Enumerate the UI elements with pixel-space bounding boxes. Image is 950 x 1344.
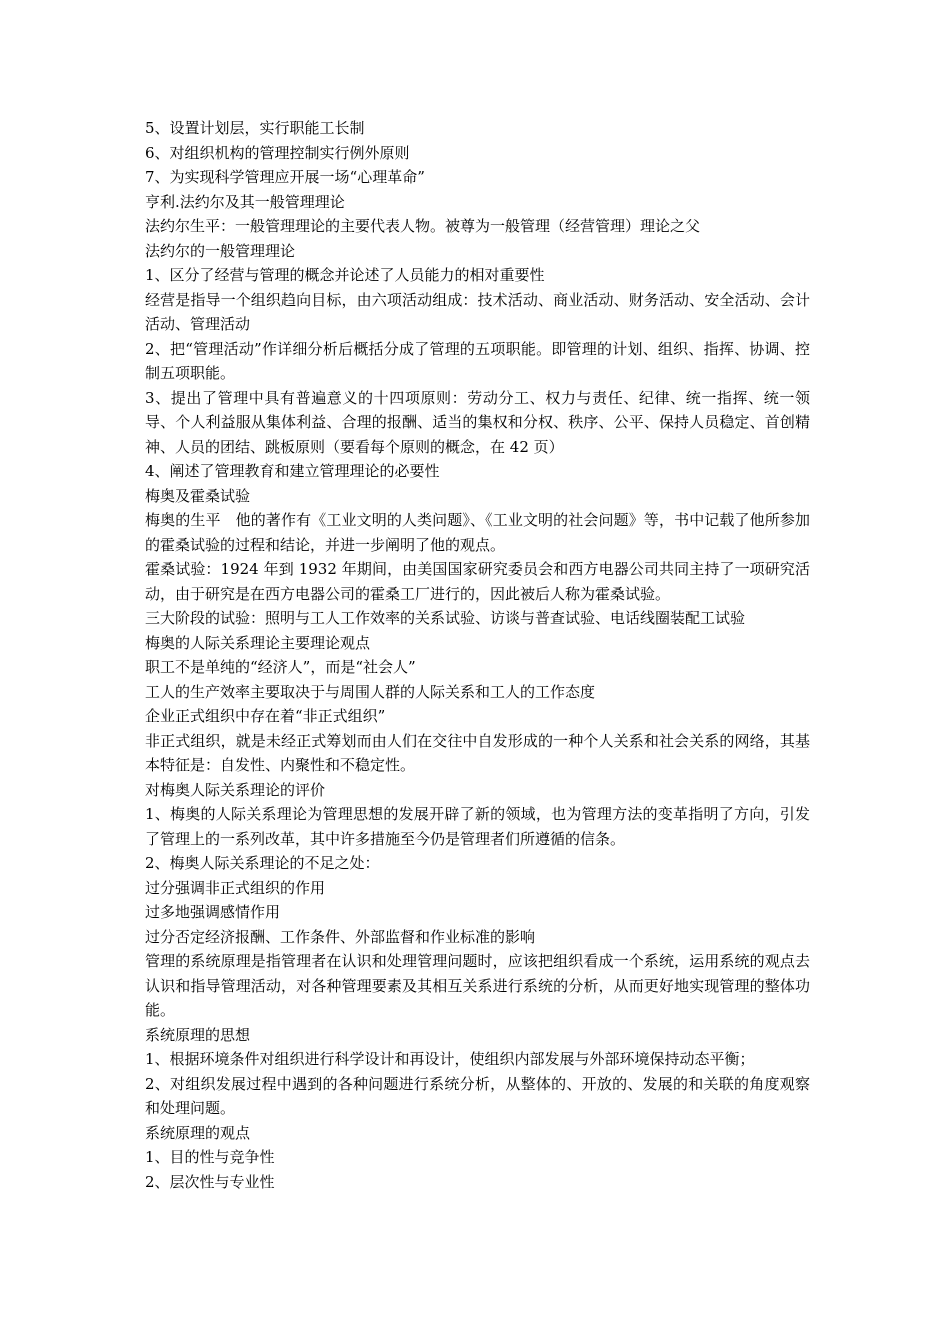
section-heading: 亨利.法约尔及其一般管理理论 — [145, 192, 345, 211]
document-page — [145, 116, 810, 1194]
paragraph: 经营是指导一个组织趋向目标，由六项活动组成：技术活动、商业活动、财务活动、安全活动、会计活动、管理活动 — [145, 290, 810, 333]
paragraph: 非正式组织，就是未经正式筹划而由人们在交往中自发形成的一种个人关系和社会关系的网络，其基本特征是：自发性、内聚性和不稳定性。 — [145, 731, 810, 774]
paragraph: 1、梅奥的人际关系理论为管理思想的发展开辟了新的领域，也为管理方法的变革指明了方向，引发了管理上的一系列改革，其中许多措施至今仍是管理者们所遵循的信条。 — [145, 805, 810, 848]
paragraph: 2、对组织发展过程中遇到的各种问题进行系统分析，从整体的、开放的、发展的和关联的角度观察和处理问题。 — [145, 1074, 810, 1117]
text-line: 1、目的性与竞争性 — [145, 1148, 275, 1166]
section-heading: 对梅奥人际关系理论的评价 — [145, 780, 326, 799]
paragraph: 梅奥的生平 他的著作有《工业文明的人类问题》、《工业文明的社会问题》等，书中记载了他所参加的霍桑试验的过程和结论，并进一步阐明了他的观点。 — [145, 511, 810, 554]
paragraph: 霍桑试验：1924 年到 1932 年期间，由美国国家研究委员会和西方电器公司共同主持了一项研究活动，由于研究是在西方电器公司的霍桑工厂进行的，因此被后人称为霍桑试验。 — [145, 560, 810, 603]
text-line: 4、阐述了管理教育和建立管理理论的必要性 — [145, 462, 440, 480]
section-heading: 法约尔的一般管理理论 — [145, 241, 296, 260]
paragraph: 3、提出了管理中具有普遍意义的十四项原则：劳动分工、权力与责任、纪律、统一指挥、统一领导、个人利益服从集体利益、合理的报酬、适当的集权和分权、秩序、公平、保持人员稳定、首创精神、人员的团结、跳板原则（要看每个原则的概念，在 42 页） — [145, 388, 810, 456]
paragraph: 管理的系统原理是指管理者在认识和处理管理问题时，应该把组织看成一个系统，运用系统的观点去认识和指导管理活动，对各种管理要素及其相互关系进行系统的分析，从而更好地实现管理的整体功能。 — [145, 952, 810, 1019]
section-heading: 梅奥的人际关系理论主要理论观点 — [145, 633, 371, 652]
text-line: 工人的生产效率主要取决于与周围人群的人际关系和工人的工作态度 — [145, 682, 596, 701]
text-line: 6、对组织机构的管理控制实行例外原则 — [145, 143, 410, 162]
text-line: 企业正式组织中存在着“非正式组织” — [145, 707, 386, 725]
text-line: 5、设置计划层，实行职能工长制 — [145, 119, 365, 137]
section-heading: 系统原理的思想 — [145, 1025, 251, 1044]
text-line: 职工不是单纯的“经济人”，而是“社会人” — [145, 658, 416, 676]
text-line: 1、区分了经营与管理的概念并论述了人员能力的相对重要性 — [145, 266, 545, 284]
text-line: 法约尔生平：一般管理理论的主要代表人物。被尊为一般管理（经营管理）理论之父 — [145, 217, 701, 235]
text-line: 2、梅奥人际关系理论的不足之处： — [145, 854, 380, 872]
text-line: 过分强调非正式组织的作用 — [145, 878, 326, 897]
section-heading: 系统原理的观点 — [145, 1123, 251, 1142]
section-heading: 梅奥及霍桑试验 — [145, 486, 251, 505]
text-line: 过分否定经济报酬、工作条件、外部监督和作业标准的影响 — [145, 927, 536, 946]
text-line: 过多地强调感情作用 — [145, 903, 281, 921]
text-line: 三大阶段的试验：照明与工人工作效率的关系试验、访谈与普查试验、电话线圈装配工试验 — [145, 609, 746, 627]
text-line: 2、层次性与专业性 — [145, 1172, 275, 1191]
text-line: 1、根据环境条件对组织进行科学设计和再设计，使组织内部发展与外部环境保持动态平衡； — [145, 1050, 755, 1068]
text-line: 7、为实现科学管理应开展一场“心理革命” — [145, 168, 425, 186]
paragraph: 2、把“管理活动”作详细分析后概括分成了管理的五项职能。即管理的计划、组织、指挥、协调、控制五项职能。 — [145, 339, 810, 382]
